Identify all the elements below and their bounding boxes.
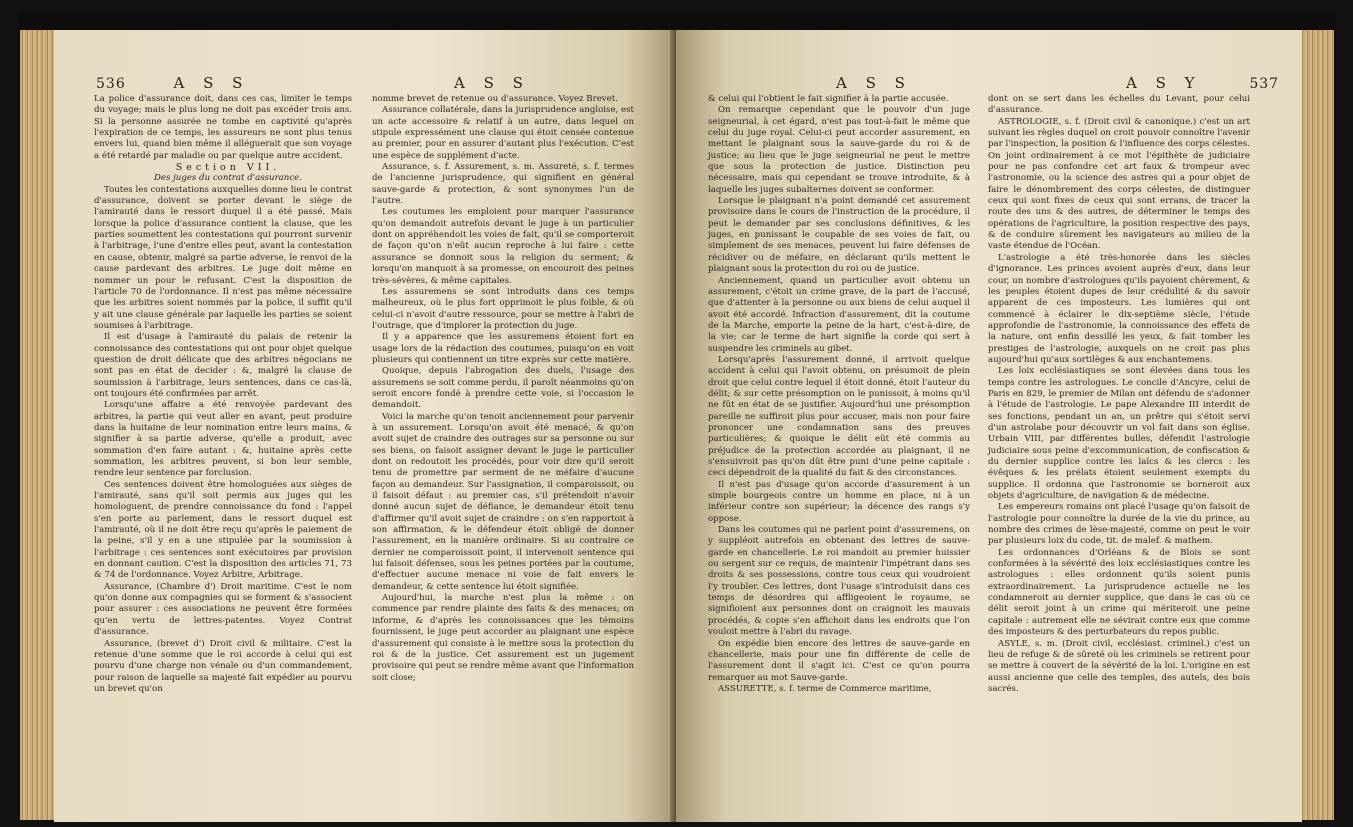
- paragraph: On remarque cependant que le pouvoir d'un juge seigneurial, à cet égard, n'est pas tout-à-fait le même que celui du juge royal. Celui-ci peut accorder assurement, en mettant le plaignant sous la sauve-garde du roi & de justice; au lieu que le juge seigneurial ne peut le mettre que sous la protection de justice. Distinction peu nécessaire, mais qui cependant se trouve introduite, & à laquelle les juges subalternes doivent se conformer.: [708, 105, 970, 195]
- paragraph: Il y a apparence que les assuremens étoient fort en usage lors de la rédaction des coutumes, puisqu'on en voit plusieurs qui contiennent un titre exprès sur cette matière.: [372, 332, 634, 365]
- paragraph: Assurance collatérale, dans la jurisprudence angloise, est un acte accessoire & relatif à un autre, dans lequel on stipule expressément une clause qui étoit censée contenue au premier, pour en assurer d'autant plus l'exécution. C'est une espèce de supplément d'acte.: [372, 105, 634, 161]
- paragraph: ASTROLOGIE, s. f. (Droit civil & canonique.) c'est un art suivant les règles duquel on croit pouvoir connoître l'avenir par l'inspection, la position & l'influence des corps célestes. On joint ordinairement à ce mot l'épithète de judiciaire pour ne pas confondre cet art faux & trompeur avec l'astronomie, ou la science des astres qui a pour objet de faire le dénombrement des corps célestes, de distinguer ceux qui sont fixes de ceux qui sont errans, de tracer la route des uns & des autres, de déterminer le temps des opérations de l'agriculture, la position respective des pays, & de conduire sûrement les navigateurs au milieu de la vaste étendue de l'Océan.: [988, 116, 1250, 252]
- section-heading: Section VII.: [175, 162, 281, 174]
- right-page: [676, 30, 1302, 822]
- paragraph: nomme brevet de retenue ou d'assurance. Voyez Brevet.: [372, 94, 618, 104]
- paragraph: Voici la marche qu'on tenoit anciennement pour parvenir à un assurement. Lorsqu'on avoit été menacé, & qu'on avoit sujet de craindre des outrages sur sa personne ou sur ses biens, on faisoit assigner devant le juge le particulier dont on redoutoit les procédés, pour voir dire qu'il seroit tenu de promettre par serment de ne méfaire d'aucune façon au demandeur. Sur l'assignation, il comparoissoit, ou il faisoit défaut : au premier cas, s'il prétendoit n'avoir donné aucun sujet de défiance, le demandeur étoit tenu d'affirmer qu'il avoit sujet de craindre : on s'en rapportoit à son affirmation, & le défendeur étoit obligé de donner l'assurement, en la manière ordinaire. Si au contraire ce dernier ne comparoissoit point, il intervenoit sentence qui lui faisoit défenses, sous les peines portées par la coutume, d'effectuer aucune menace ni voie de fait envers le demandeur, & cette sentence lui étoit signifiée.: [372, 411, 634, 592]
- column-1: [708, 94, 970, 695]
- paragraph: Dans les coutumes qui ne parlent point d'assuremens, on y suppléoit autrefois en obtenant des lettres de sauve-garde en chancellerie. Le roi mandoit au premier huissier ou sergent sur ce requis, de maintenir l'impétrant dans ses droits & ses possessions, contre tous ceux qui voudroient l'y troubler. Ces lettres, dont l'usage s'introduisit dans ces temps de désordres qui affligeoient le royaume, se signifioient aux personnes dont on craignoit les mauvais procédés, & copie s'en affichoit dans les endroits que l'on vouloit mettre à l'abri du ravage.: [708, 525, 970, 638]
- running-head: A S Y: [1126, 74, 1202, 92]
- running-head: A S S: [454, 74, 530, 92]
- paragraph: Assurance, (Chambre d') Droit maritime. C'est le nom qu'on donne aux compagnies qui se forment & s'associent pour assurer : ces associations ne peuvent être formées qu'en vertu de lettres-patentes. Voyez Contrat d'assurance.: [94, 581, 352, 638]
- paragraph: Les coutumes les emploient pour marquer l'assurance qu'on demandoit autrefois devant le juge à un particulier dont on appréhendoit les voies de fait, qu'il se comporteroit de façon qu'on n'eût aucun reproche à lui faire : cette assurance se donnoit sous la religion du serment; & lorsqu'on manquoit à sa promesse, on encouroit des peines très-sévères, & même capitales.: [372, 207, 634, 286]
- paragraph: Lorsqu'après l'assurement donné, il arrivoit quelque accident à celui qui l'avoit obtenu, on présumoit de plein droit que celui contre lequel il étoit donné, étoit l'auteur du délit; & sur cette présomption on le punissoit, à moins qu'il ne fût en état de se justifier. Aujourd'hui une présomption pareille ne suffiroit plus pour accuser, mais non pour faire prononcer une condamnation sans des preuves particulières; & quoique le délit eût été commis au préjudice de la protection accordée au plaignant, il ne s'ensuivroit pas qu'on dût être puni d'une peine capitale : ceci dépendroit de la qualité du fait & des circonstances.: [708, 354, 970, 479]
- paragraph: Les empereurs romains ont placé l'usage qu'on faisoit de l'astrologie pour connoître la durée de la vie du prince, au nombre des crimes de lèse-majesté, comme on peut le voir par plusieurs loix du code, tit. de malef. & mathem.: [988, 502, 1250, 547]
- paragraph: Anciennement, quand un particulier avoit obtenu un assurement, c'étoit un crime grave, de la part de l'accusé, que d'attenter à la personne ou aux biens de celui auquel il avoit été accordé. Infraction d'assurement, dit la coutume de la Marche, emporte la peine de la hart, c'est-à-dire, de la vie; car le terme de hart signifie la corde qui sert à suspendre les criminels au gibet.: [708, 275, 970, 354]
- paragraph: Aujourd'hui, la marche n'est plus la même : on commence par rendre plainte des faits & des menaces; on informe, & d'après les connoissances que les témoins fournissent, le juge peut accorder au plaignant une espèce d'assurement qui consiste à le mettre sous la protection du roi & de la justice. Cet assurement est un jugement provisoire qui peut se rendre même avant que l'information soit close;: [372, 593, 634, 683]
- paragraph: & celui qui l'obtient le fait signifier à la partie accusée.: [708, 94, 949, 104]
- paragraph: Assurance, (brevet d') Droit civil & militaire. C'est la retenue d'une somme que le roi accorde à celui qui est pourvu d'une charge non vénale ou d'un commandement, pour raison de laquelle sa majesté fait expédier au pourvu un brevet qu'on: [94, 638, 352, 694]
- section-subtitle: Des juges du contrat d'assurance.: [154, 173, 302, 184]
- running-head: A S S: [173, 74, 250, 92]
- paragraph: Assurance, s. f. Assurement, s. m. Assureté, s. f. termes de l'ancienne jurisprudence, qui signifient en général sauve-garde & protection, & sont synonymes l'un de l'autre.: [372, 162, 634, 207]
- paragraph: Lorsque le plaignant n'a point demandé cet assurement provisoire dans le cours de l'instruction de la procédure, il peut le demander par ses conclusions définitives, & les juges, en punissant le coupable de ses voies de fait, ou simplement de ses menaces, peuvent lui faire défenses de récidiver ou de méfaire, en déclarant qu'ils mettent le plaignant sous la protection du roi ou de justice.: [708, 196, 970, 275]
- page-edges-right: [1300, 30, 1334, 820]
- column-2: [988, 94, 1250, 695]
- paragraph: dont on se sert dans les échelles du Levant, pour celui d'assurance.: [988, 94, 1250, 116]
- paragraph: Les loix ecclésiastiques se sont élevées dans tous les temps contre les astrologues. Le concile d'Ancyre, celui de Paris en 829, le premier de Milan ont défendu de s'adonner à l'étude de l'astrologie. Le pape Alexandre III interdit de ses fonctions, pendant un an, un prêtre qui s'étoit servi d'un astrolabe pour découvrir un vol fait dans son église. Urbain VIII, par différentes bulles, défendit l'astrologie judiciaire sous peine d'excommunication, de confiscation & du dernier supplice contre les laïcs & les clercs : les évêques & les prélats étoient seulement exempts du supplice. Il ordonna que l'astronomie se borneroit aux objets d'agriculture, de navigation & de médecine.: [988, 366, 1250, 502]
- paragraph: Quoique, depuis l'abrogation des duels, l'usage des assuremens se soit comme perdu, il paroît néanmoins qu'on seroit encore fondé à prendre cette voie, si l'occasion le demandoit.: [372, 366, 634, 411]
- paragraph: Toutes les contestations auxquelles donne lieu le contrat d'assurance, doivent se porter devant le siège de l'amirauté dans le ressort duquel il a été passé. Mais lorsque la police d'assurance contient la clause, que les parties soumettent les contestations qui pourront survenir à l'arbitrage, l'une d'entre elles peut, avant la contestation en cause, obtenir, malgré sa partie adverse, le renvoi de la cause pardevant des arbitres. Le juge doit même en nommer un pour le refusant. C'est la disposition de l'article 70 de l'ordonnance. Il n'est pas même nécessaire que les arbitres soient nommés par la police, il suffit qu'il y ait une clause générale par laquelle les parties se soient soumises à l'arbitrage.: [94, 184, 352, 331]
- paragraph: Ces sentences doivent être homologuées aux sièges de l'amirauté, sans qu'il soit permis aux juges qui les homologuent, de prendre connoissance du fond : l'appel s'en porte au parlement, dans le ressort duquel est l'amirauté, où il ne doit être reçu qu'après le paiement de la peine, s'il y en a une stipulée par la soumission à l'arbitrage : ces sentences sont exécutoires par provision en donnant caution. C'est la disposition des articles 71, 73 & 74 de l'ordonnance. Voyez Arbitre, Arbitrage.: [94, 479, 352, 581]
- right-page-header: [1126, 74, 1279, 92]
- column-2: [372, 94, 634, 684]
- paragraph: L'astrologie a été très-honorée dans les siècles d'ignorance. Les princes avoient auprès d'eux, dans leur cour, un nombre d'astrologues qu'ils payoient chèrement, & les peuples étoient dupes de leur crédulité & du savoir apparent de ces imposteurs. Les lumières qui ont commencé à éclairer le dix-septième siècle, l'étude approfondie de l'astronomie, la connoissance des effets de la nature, ont enfin dessillé les yeux, & fait tomber les prestiges de l'astrologie, auxquels on ne croit pas plus aujourd'hui qu'aux sortilèges & aux enchantemens.: [988, 252, 1250, 365]
- paragraph: Lorsqu'une affaire a été renvoyée pardevant des arbitres, la partie qui veut aller en avant, peut produire dans la huitaine de leur nomination entre leurs mains, & signifier à sa partie adverse, qu'elle a produit, avec sommation d'en faire autant : &, huitaine après cette sommation, les arbitres peuvent, si bon leur semble, rendre leur sentence par forclusion.: [94, 400, 352, 479]
- paragraph: Il est d'usage à l'amirauté du palais de retenir la connoissance des contestations qui ont pour objet quelque question de droit délicate que des arbitres négocians ne sont pas en état de decider : &, malgré la clause de soumission à l'arbitrage, leurs sentences, dans ce cas-là, ont toujours été confirmées par arrêt.: [94, 332, 352, 399]
- paragraph: ASYLE, s. m. (Droit civil, ecclésiast. criminel.) c'est un lieu de refuge & de sûreté où les criminels se retirent pour se mettre à couvert de la sévérité de la loi. L'origine en est aussi ancienne que celle des temples, des autels, des bois sacrés.: [988, 638, 1250, 694]
- running-head: A S S: [836, 74, 912, 92]
- left-page-header: [96, 74, 249, 92]
- page-number: 536: [96, 76, 126, 92]
- page-edges-left: [20, 30, 56, 820]
- paragraph: ASSURETTE, s. f. terme de Commerce maritime,: [718, 683, 932, 694]
- paragraph: Les assuremens se sont introduits dans ces temps malheureux, où le plus fort opprimoit le plus foible, & où celui-ci n'avoit d'autre ressource, pour se mettre à l'abri de l'outrage, que d'implorer la protection du juge.: [372, 286, 634, 331]
- left-page: [54, 30, 676, 822]
- paragraph: La police d'assurance doit, dans ces cas, limiter le temps du voyage; mais le plus long ne doit pas excéder trois ans. Si la personne assurée ne tombe en captivité qu'après l'expiration de ce temps, les assureurs ne sont plus tenus envers lui, quand bien même il alléguerait que son voyage a été retardé par maladie ou par quelque autre accident.: [94, 94, 352, 161]
- paragraph: Il n'est pas d'usage qu'on accorde d'assurement à un simple bourgeois contre un homme en place, ni à un inférieur contre son supérieur; la décence des rangs s'y oppose.: [708, 479, 970, 524]
- paragraph: On expédie bien encore des lettres de sauve-garde en chancellerie, mais pour une fin différente de celle de l'assurement dont il s'agit ici. C'est ce qu'on pourra remarquer au mot Sauve-garde.: [708, 638, 970, 683]
- column-1: [94, 94, 352, 695]
- paragraph: Les ordonnances d'Orléans & de Blois se sont conformées à la sévérité des loix ecclésiastiques contre les astrologues : elles ordonnent qu'ils soient punis extraordinairement. La jurisprudence actuelle ne les condamneroit au dernier supplice, que dans le cas où ce délit seroit joint à un crime qui mériteroit une peine capitale : autrement elle ne sévirait contre eux que comme des imposteurs & des perturbateurs du repos public.: [988, 547, 1250, 638]
- page-number: 537: [1249, 76, 1280, 92]
